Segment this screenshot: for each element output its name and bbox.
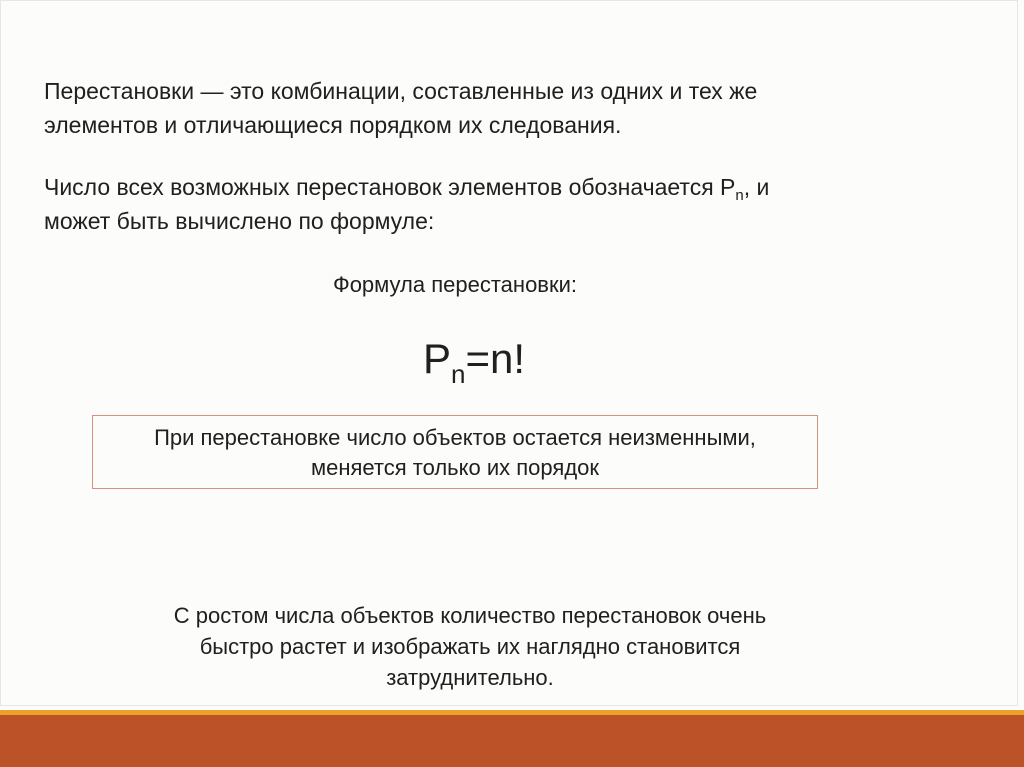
count-subscript: n xyxy=(735,187,744,204)
formula-subscript: n xyxy=(450,359,466,389)
definition-paragraph xyxy=(44,74,944,142)
definition-line: элементов и отличающиеся порядком их следования. xyxy=(44,112,622,138)
count-line-2: может быть вычислено по формуле: xyxy=(44,208,435,234)
conclusion-line: С ростом числа объектов количество перестановок очень xyxy=(173,603,767,628)
formula-rest: =n! xyxy=(465,335,526,382)
count-line-1 xyxy=(44,170,944,204)
count-text-before: Число всех возможных перестановок элементов обозначается P xyxy=(44,174,736,200)
conclusion-line: быстро растет и изображать их наглядно становится xyxy=(199,634,741,659)
conclusion-paragraph xyxy=(0,600,940,693)
note-box xyxy=(92,415,818,489)
count-paragraph xyxy=(44,170,944,238)
bottom-bar xyxy=(0,715,1024,767)
formula-base: P xyxy=(422,335,451,382)
conclusion-line: затруднительно. xyxy=(386,665,554,690)
formula-label: Формула перестановки: xyxy=(332,272,578,297)
definition-line: Перестановки — это комбинации, составленные из одних и тех же xyxy=(44,78,758,104)
note-line: меняется только их порядок xyxy=(310,455,600,480)
count-text-after: , и xyxy=(743,174,770,200)
note-line: При перестановке число объектов остается неизменными, xyxy=(154,425,756,450)
permutation-formula xyxy=(0,334,948,389)
